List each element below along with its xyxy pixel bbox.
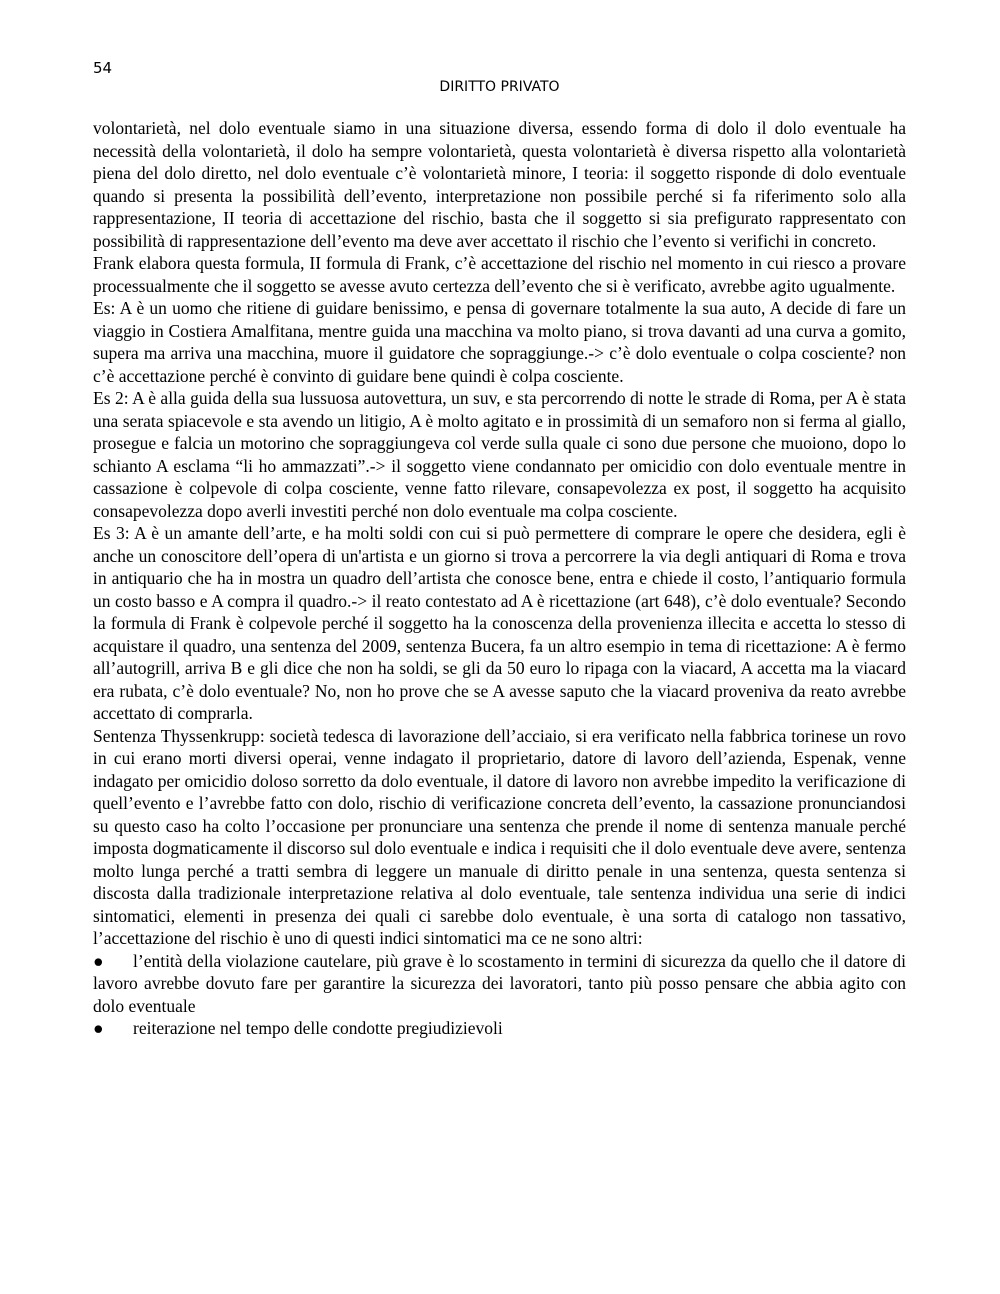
bullet-text: reiterazione nel tempo delle condotte pregiudizievoli (133, 1018, 503, 1038)
bullet-icon: ● (93, 1018, 104, 1038)
page-number: 54 (93, 59, 113, 77)
paragraph: Es 2: A è alla guida della sua lussuosa autovettura, un suv, e sta percorrendo di notte le strade di Roma, per A è stata una serata spiacevole e sta avendo un litigio, A è molto agitato e in prossimità di un semaforo non si ferma al giallo, prosegue e falcia un motorino che sopraggiungeva col verde sulla quale ci sono due persone che muoiono, dopo lo schianto A esclama “li ho ammazzati”.-> il soggetto viene condannato per omicidio con dolo eventuale mentre in cassazione è colpevole di colpa cosciente, venne fatto rilevare, consapevolezza ex post, il soggetto ha acquisito consapevolezza dopo averli investiti perché non dolo eventuale ma colpa cosciente. (93, 388, 906, 521)
bullet-icon: ● (93, 950, 104, 971)
bullet-item (93, 1017, 906, 1040)
running-header: DIRITTO PRIVATO (439, 79, 560, 95)
paragraph: Es: A è un uomo che ritiene di guidare benissimo, e pensa di governare totalmente la sua auto, A decide di fare un viaggio in Costiera Amalfitana, mentre guida una macchina va molto piano, si trova davanti ad una curva a gomito, supera ma arriva una macchina, muore il guidatore che sopraggiunge.-> c’è dolo eventuale o colpa cosciente? non c’è accettazione perché è convinto di guidare bene quindi è colpa cosciente. (93, 298, 906, 386)
paragraph: Frank elabora questa formula, II formula di Frank, c’è accettazione del rischio nel momento in cui riesco a provare processualmente che il soggetto se avesse avuto certezza dell’evento che si è verificato, avrebbe agito ugualmente. (93, 253, 906, 296)
paragraph: Es 3: A è un amante dell’arte, e ha molti soldi con cui si può permettere di comprare le opere che desidera, egli è anche un conoscitore dell’opera di un'artista e un giorno si trova a percorrere la via degli antiquari di Roma e trova in antiquario che ha in mostra un quadro dell’artista che conosce bene, entra e chiede il costo, l’antiquario formula un costo basso e A compra il quadro.-> il reato contestato ad A è ricettazione (art 648), c’è dolo eventuale? Secondo la formula di Frank è colpevole perché il soggetto ha la conoscenza della provenienza illecita e accetta lo stesso di acquistare il quadro, una sentenza del 2009, sentenza Bucera, fa un altro esempio in tema di ricettazione: A è fermo all’autogrill, arriva B e gli dice che non ha soldi, se gli da 50 euro lo ripaga con la viacard, A accetta ma la viacard era rubata, c’è dolo eventuale? No, non ho prove che se A avesse saputo che la viacard proveniva da reato avrebbe accettato di comprarla. (93, 523, 906, 723)
bullet-text: l’entità della violazione cautelare, più grave è lo scostamento in termini di sicurezza da quello che il datore di lavoro avrebbe dovuto fare per garantire la sicurezza dei lavoratori, tanto più posso pensare che abbia agito con dolo eventuale (93, 950, 906, 1016)
paragraph: Sentenza Thyssenkrupp: società tedesca di lavorazione dell’acciaio, si era verificato nella fabbrica torinese un rovo in cui erano morti diversi operai, venne indagato il proprietario, datore di lavoro dell’azienda, Espenak, venne indagato per omicidio doloso sorretto da dolo eventuale, il datore di lavoro non avrebbe impedito la verificazione di quell’evento e l’avrebbe fatto con dolo, rischio di verificazione concreta dell’evento, la cassazione pronunciandosi su questo caso ha colto l’occasione per pronunciare una sentenza che prende il nome di sentenza manuale perché imposta dogmaticamente il discorso sul dolo eventuale e indica i requisiti che il dolo eventuale deve avere, sentenza molto lunga perché a tratti sembra di leggere un manuale di diritto penale in una sentenza, questa sentenza si discosta dalla tradizionale interpretazione relativa al dolo eventuale, tale sentenza individua una serie di indici sintomatici, elementi in presenza dei quali ci sarebbe dolo eventuale, è una sorta di catalogo non tassativo, l’accettazione del rischio è uno di questi indici sintomatici ma ce ne sono altri: (93, 725, 906, 948)
body-text (93, 117, 906, 1040)
paragraph: volontarietà, nel dolo eventuale siamo in una situazione diversa, essendo forma di dolo il dolo eventuale ha necessità della volontarietà, il dolo ha sempre volontarietà, questa volontarietà è diversa rispetto alla volontarietà piena del dolo diretto, nel dolo eventuale c’è volontarietà minore, I teoria: il soggetto risponde di dolo eventuale quando si presenta la possibilità dell’evento, interpretazione non possibile perché si fa riferimento solo alla rappresentazione, II teoria di accettazione del rischio, basta che il soggetto si sia prefigurato rappresentato con possibilità di rappresentazione dell’evento ma deve aver accettato il rischio che l’evento si verifichi in concreto. (93, 118, 906, 251)
bullet-item (93, 950, 906, 1018)
